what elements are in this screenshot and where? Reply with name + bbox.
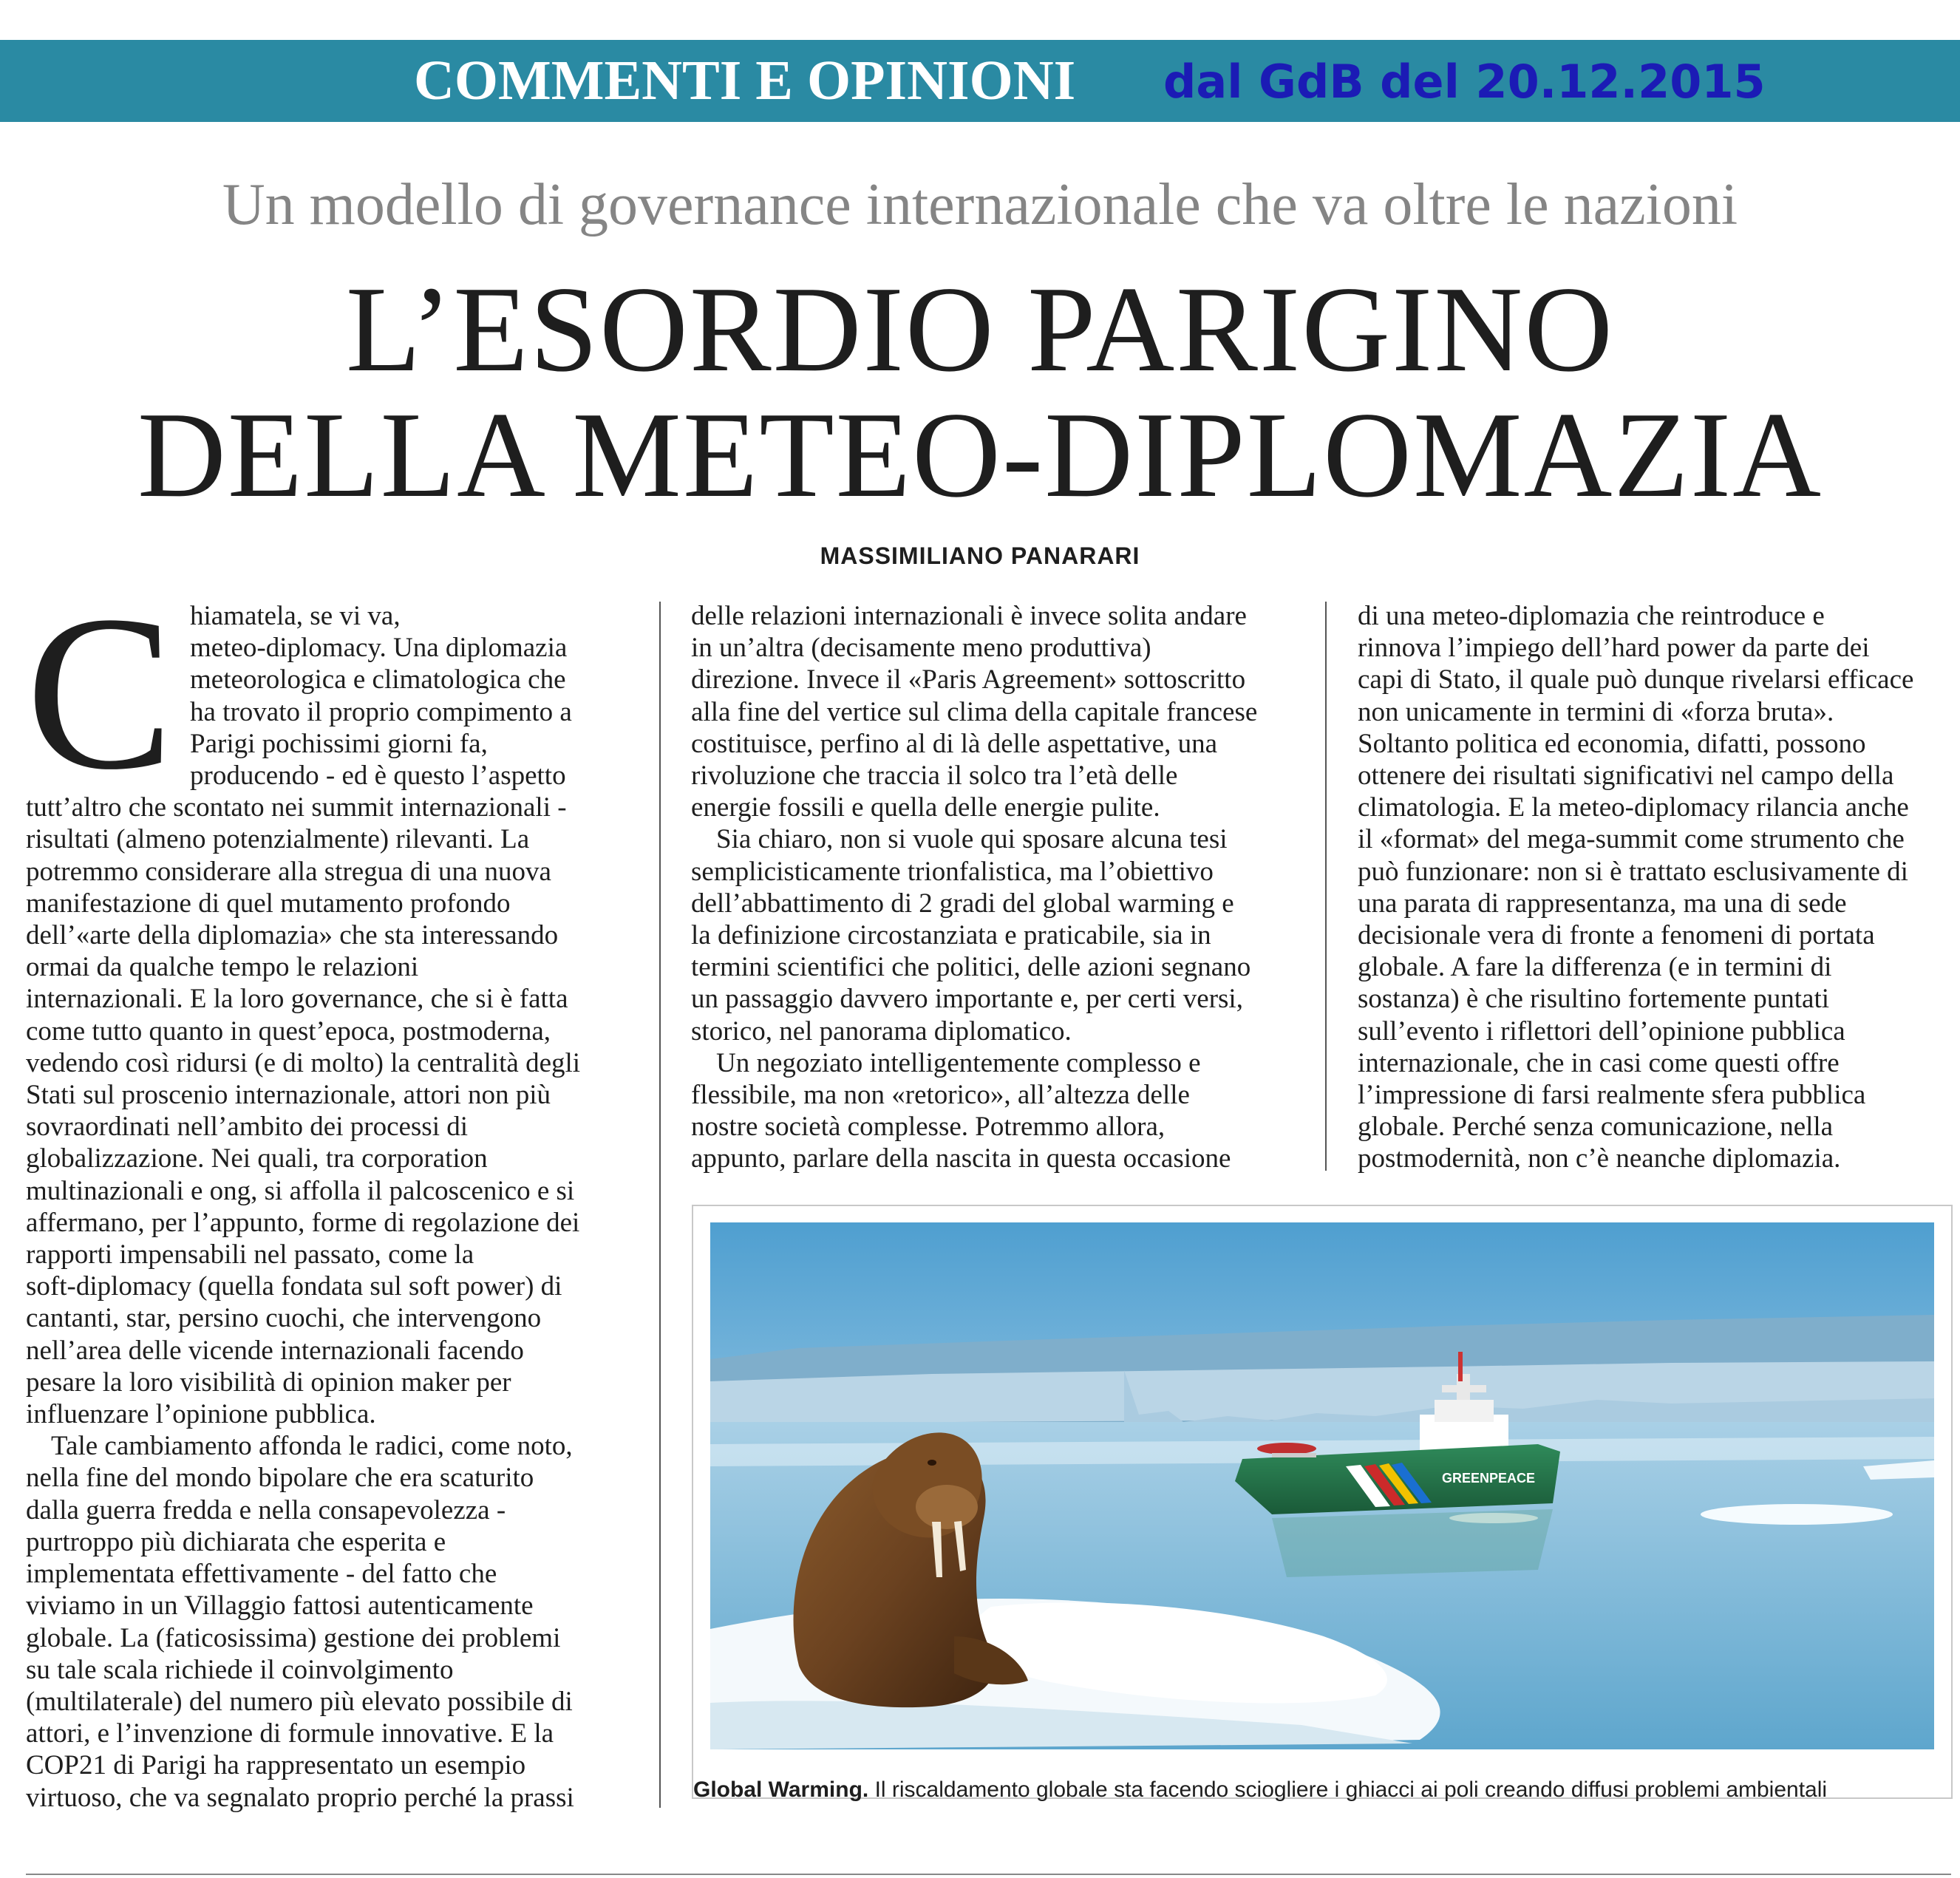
column-divider-2 [1325, 602, 1327, 1171]
column-1-intro: hiamatela, se vi va, meteo-diplomacy. Una diplomazia meteorologica e climatologica che ha trovato il proprio compimento a Parigi pochissimi giorni fa, producendo - ed è questo l’aspetto [190, 601, 572, 792]
caption-text: Il riscaldamento globale sta facendo sciogliere i ghiacci ai poli creando diffusi problemi ambientali [868, 1777, 1828, 1802]
headline-line-2: DELLA METEO-DIPLOMAZIA [137, 387, 1823, 523]
section-title: COMMENTI E OPINIONI [414, 50, 1076, 112]
caption-title: Global Warming. [693, 1777, 869, 1802]
walrus-ship-photo [710, 1222, 1934, 1749]
section-banner [0, 40, 1960, 122]
column-3-paragraph-1: di una meteo-diplomazia che reintroduce e rinnova l’impiego dell’hard power da parte dei capi di Stato, il quale può dunque rivelarsi efficace non unicamente in termini di «forza bruta». Soltanto politica ed economia, difatti, possono ottenere dei risultati significativi nel campo della climatologia. E la meteo-diplomacy rilancia anche il «format» del mega-summit come strumento che può funzionare: non si è trattato esclusivamente di una parata di rappresentanza, ma una di sede decisionale vera di fronte a fenomeni di portata globale. A fare la differenza (e in termini di sostanza) è che risultino fortemente puntati sull’evento i riflettori dell’opinione pubblica internazionale, che in casi come questi offre l’impressione di farsi realmente sfera pubblica globale. Perché senza comunicazione, nella postmodernità, non c’è neanche diplomazia. [1358, 601, 1914, 1174]
column-2-paragraph-1: delle relazioni internazionali è invece solita andare in un’altra (decisamente meno produttiva) direzione. Invece il «Paris Agreement» sottoscritto alla fine del vertice sul clima della capitale francese costituisce, perfino al di là delle aspettative, una rivoluzione che traccia il solco tra l’età delle energie fossili e quella delle energie pulite. [691, 601, 1258, 823]
column-2-paragraph-2: Sia chiaro, non si vuole qui sposare alcuna tesi semplicisticamente trionfalistica, ma l’obiettivo dell’abbattimento di 2 gradi del global warming e la definizione circostanziata e praticabile, sia in termini scientifici che politici, delle azioni segnano un passaggio davvero importante e, per certi versi, storico, nel panorama diplomatico. [691, 824, 1251, 1047]
column-divider-1 [659, 602, 661, 1808]
column-1-paragraph-1: tutt’altro che scontato nei summit internazionali - risultati (almeno potenzialmente) rilevanti. La potremmo considerare alla stregua di una nuova manifestazione di quel mutamento profondo dell’«arte della diplomazia» che sta interessando ormai da qualche tempo le relazioni internazionali. E la loro governance, che si è fatta come tutto quanto in quest’epoca, postmoderna, vedendo così ridursi (e di molto) la centralità degli Stati sul proscenio internazionale, attori non più sovraordinati nell’ambito dei processi di globalizzazione. Nei quali, tra corporation multinazionali e ong, si affolla il palcoscenico e si affermano, per l’appunto, forme di regolazione dei rapporti impensabili nel passato, come la soft-diplomacy (quella fondata sul soft power) di cantanti, star, persino cuochi, che intervengono nell’area delle vicende internazionali facendo pesare la loro visibilità di opinion maker per influenzare l’opinione pubblica. [26, 792, 581, 1430]
column-2 [691, 600, 1304, 1175]
column-1-paragraph-2: Tale cambiamento affonda le radici, come noto, nella fine del mondo bipolare che era scaturito dalla guerra fredda e nella consapevolezza - purtroppo più dichiarata che esperita e implementata effettivamente - del fatto che viviamo in un Villaggio fattosi autenticamente globale. La (faticosissima) gestione dei problemi su tale scala richiede il coinvolgimento (multilaterale) del numero più elevato possibile di attori, e l’invenzione di formule innovative. E la COP21 di Parigi ha rappresentato un esempio virtuoso, che va segnalato proprio perché la prassi [26, 1431, 574, 1813]
ship-hull-label: GREENPEACE [1442, 1471, 1536, 1486]
headline-line-1: L’ESORDIO PARIGINO [345, 261, 1615, 397]
source-date-note: dal GdB del 20.12.2015 [1163, 55, 1766, 109]
byline: MASSIMILIANO PANARARI [820, 542, 1140, 569]
photo-frame [692, 1205, 1953, 1799]
photo-caption [693, 1775, 1950, 1805]
column-2-paragraph-3: Un negoziato intelligentemente complesso e flessibile, ma non «retorico», all’altezza delle nostre società complesse. Potremmo allora, appunto, parlare della nascita in questa occasione [691, 1047, 1231, 1174]
footer-rule [26, 1874, 1951, 1875]
column-1 [26, 600, 639, 1814]
drop-cap: C [26, 570, 174, 815]
article-kicker: Un modello di governance internazionale che va oltre le nazioni [222, 172, 1738, 237]
column-3 [1358, 600, 1949, 1175]
